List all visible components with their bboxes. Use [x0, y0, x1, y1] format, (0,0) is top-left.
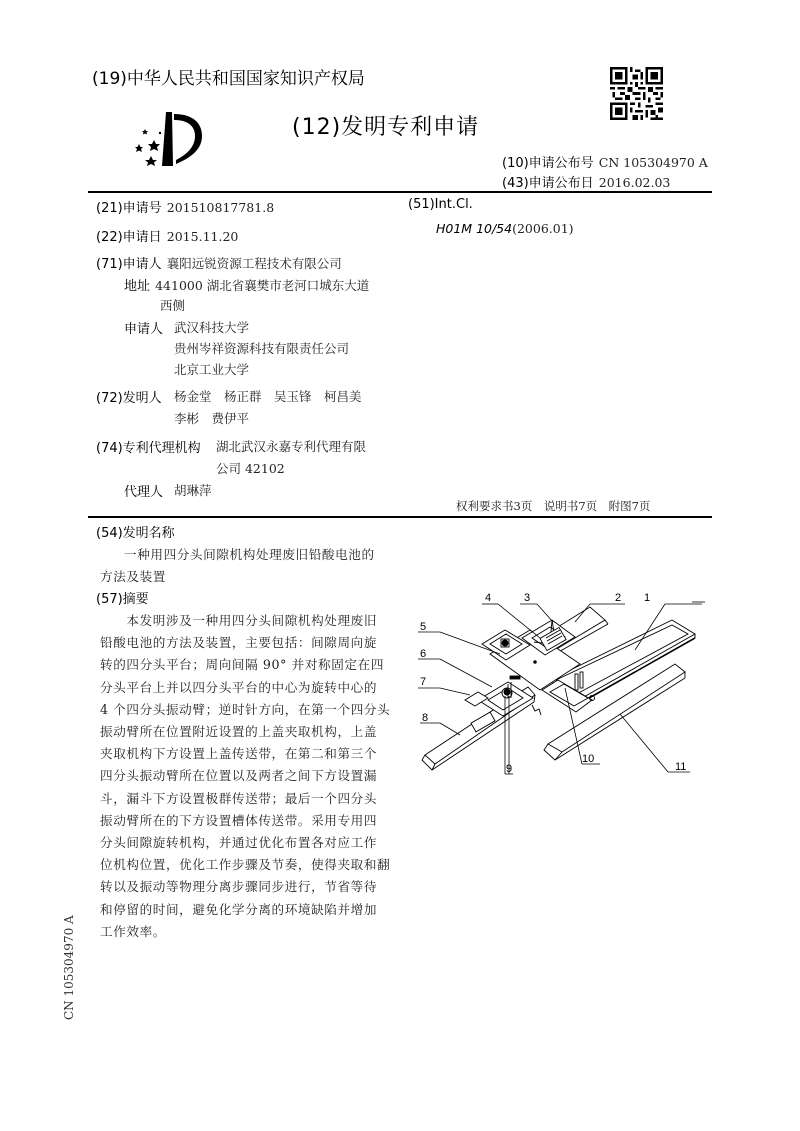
abstract-line: 工作效率。	[100, 923, 166, 939]
figure-label-2: 2	[615, 592, 622, 604]
applicant2-line: 贵州岑祥资源科技有限责任公司	[174, 341, 350, 356]
abstract-line: 夹取机构下方设置上盖传送带，在第二和第三个	[100, 746, 378, 762]
abstract-line: 4 个四分头振动臂；逆时针方向，在第一个四分头	[100, 701, 391, 717]
application-date	[96, 226, 238, 245]
application-number	[96, 197, 274, 216]
applicant2-line: 北京工业大学	[174, 362, 250, 377]
abstract-line: 位机构位置，优化工作步骤及节奏，使得夹取和翻	[100, 857, 391, 873]
publication-date	[502, 172, 670, 191]
abstract-figure	[410, 592, 710, 782]
inventor-line2: 李彬 费伊平	[174, 411, 250, 426]
abstract-line: 分头间隙旋转机构，并通过优化布置各对应工作	[100, 835, 378, 850]
abstract-line: 斗，漏斗下方设置极群传送带；最后一个四分头	[100, 790, 378, 806]
address-value-line1: 441000 湖北省襄樊市老河口城东大道	[155, 278, 370, 293]
figure-label-1: 1	[644, 592, 651, 604]
page-count-summary: 权利要求书3页 说明书7页 附图7页	[456, 499, 651, 513]
address	[124, 275, 369, 294]
abstract-line: 分头平台上并以四分头平台的中心为旋转中心的	[100, 679, 378, 695]
agent-label: 代理人	[124, 485, 164, 500]
document-type: (12)发明专利申请	[292, 115, 480, 140]
application-date-label: (22)申请日	[96, 230, 162, 245]
invention-title-label: (54)发明名称	[96, 526, 175, 541]
int-cl-version: (2006.01)	[512, 221, 574, 236]
abstract-line: 振动臂所在位置附近设置的上盖夹取机构，上盖	[100, 724, 378, 739]
abstract-line: 振动臂所在的下方设置槽体传送带。采用专用四	[100, 812, 378, 828]
cnipa-logo-icon	[132, 110, 207, 170]
figure-label-5: 5	[420, 621, 427, 633]
inventor-label: (72)发明人	[96, 391, 162, 406]
application-number-value: 201510817781.8	[166, 200, 275, 215]
abstract-label: (57)摘要	[96, 592, 149, 607]
address-label: 地址	[124, 279, 151, 294]
address-value-line2: 西侧	[160, 298, 186, 313]
applicant-label: (71)申请人	[96, 257, 162, 272]
figure-label-11: 11	[675, 761, 687, 773]
figure-label-3: 3	[524, 592, 531, 604]
invention-title-line1: 一种用四分头间隙机构处理废旧铅酸电池的	[124, 547, 375, 562]
vibration-arm-6	[465, 682, 533, 732]
side-publication-number: CN 105304970 A	[62, 915, 76, 1020]
agency-line1: 湖北武汉永嘉专利代理有限	[216, 439, 367, 454]
applicant-value: 襄阳远锐资源工程技术有限公司	[166, 256, 342, 271]
qr-code-icon[interactable]	[610, 67, 663, 120]
agent-value: 胡琳萍	[174, 483, 212, 498]
inventor-line1: 杨金堂 杨正群 吴玉锋 柯昌美	[174, 389, 362, 404]
figure-label-7: 7	[420, 676, 427, 688]
abstract-line: 铅酸电池的方法及装置，主要包括：间隙周向旋	[100, 635, 378, 651]
publication-number-value: CN 105304970 A	[598, 155, 708, 170]
int-cl-classification	[436, 218, 574, 237]
agency-label: (74)专利代理机构	[96, 441, 201, 456]
publication-number-label: (10)申请公布号	[502, 156, 594, 171]
issuing-office: (19)中华人民共和国国家知识产权局	[92, 69, 365, 89]
abstract-line: 转以及振动等物理分离步骤同步进行，节省等待	[100, 879, 378, 895]
int-cl-code: H01M 10/54	[436, 221, 513, 236]
applicant2-label: 申请人	[124, 322, 164, 337]
figure-label-8: 8	[422, 712, 429, 724]
int-cl-label: (51)Int.Cl.	[408, 197, 473, 212]
invention-title-line2: 方法及装置	[100, 569, 166, 584]
applicant	[96, 253, 342, 272]
agency-line2: 公司 42102	[216, 461, 285, 476]
figure-label-6: 6	[420, 648, 427, 660]
figure-label-9: 9	[506, 763, 513, 775]
abstract-line: 四分头振动臂所在位置以及两者之间下方设置漏	[100, 768, 378, 784]
publication-date-value: 2016.02.03	[598, 175, 671, 190]
figure-label-4: 4	[485, 592, 492, 604]
applicant2-line: 武汉科技大学	[174, 320, 250, 335]
application-number-label: (21)申请号	[96, 201, 162, 216]
publication-date-label: (43)申请公布日	[502, 176, 594, 191]
application-date-value: 2015.11.20	[166, 229, 239, 244]
abstract-line: 转的四分头平台；周向间隔 90° 并对称固定在四	[100, 657, 385, 673]
biblio-divider	[88, 516, 712, 518]
publication-number	[502, 152, 708, 171]
abstract-line: 本发明涉及一种用四分头间隙机构处理废旧	[100, 613, 378, 628]
abstract-line: 和停留的时间，避免化学分离的环境缺陷并增加	[100, 901, 378, 917]
figure-label-10: 10	[582, 753, 595, 765]
header-divider	[88, 191, 712, 193]
